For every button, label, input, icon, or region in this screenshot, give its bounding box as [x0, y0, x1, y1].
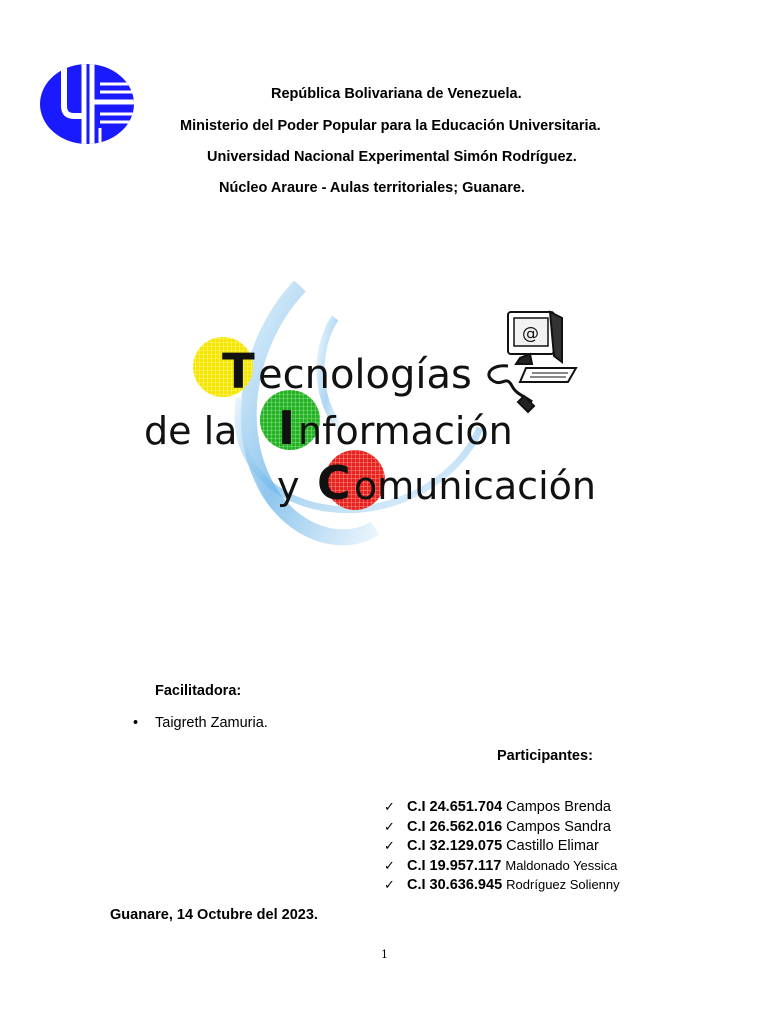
list-item: [384, 797, 620, 817]
facilitator-item: [133, 715, 268, 731]
participant-id: C.I 19.957.117: [407, 857, 502, 874]
checkmark-icon: ✓: [384, 877, 395, 892]
computer-at-icon: [489, 312, 576, 412]
tic-banner-graphic: [140, 278, 632, 560]
checkmark-icon: ✓: [384, 857, 395, 873]
page-number: 1: [381, 948, 388, 961]
header-country: República Bolivariana de Venezuela.: [271, 86, 522, 102]
banner-word-de-la: de la: [144, 409, 238, 453]
banner-initial-c: C: [317, 456, 351, 510]
list-item: [384, 836, 620, 856]
header-nucleus: Núcleo Araure - Aulas territoriales; Guanare.: [219, 180, 525, 196]
participant-name: Castillo Elimar: [506, 838, 599, 854]
header-university: Universidad Nacional Experimental Simón Rodríguez.: [207, 149, 577, 165]
participants-label: Participantes:: [497, 748, 593, 764]
checkmark-icon: ✓: [384, 799, 395, 814]
header-ministry: Ministerio del Poder Popular para la Educación Universitaria.: [180, 118, 601, 134]
list-item: [384, 817, 620, 837]
banner-word-y: y: [277, 464, 300, 508]
university-logo-icon: [38, 62, 136, 146]
banner-word-tecnologias: ecnologías: [258, 352, 472, 398]
banner-word-comunicacion: omunicación: [354, 464, 596, 508]
svg-text:@: @: [522, 324, 539, 344]
participant-name: Maldonado Yessica: [505, 857, 618, 873]
facilitator-label: Facilitadora:: [155, 683, 242, 699]
checkmark-icon: ✓: [384, 838, 395, 853]
participant-name: Campos Brenda: [506, 799, 611, 815]
bullet-icon: •: [133, 715, 139, 731]
banner-initial-t: T: [222, 344, 255, 400]
banner-initial-i: I: [278, 401, 296, 455]
checkmark-icon: ✓: [384, 818, 395, 834]
participant-name: Rodríguez Solienny: [506, 877, 620, 892]
participant-id: C.I 30.636.945: [407, 877, 503, 893]
document-date: Guanare, 14 Octubre del 2023.: [110, 907, 318, 923]
participants-list: [384, 797, 620, 895]
participant-id: C.I 24.651.704: [407, 799, 503, 815]
list-item: [384, 856, 620, 876]
banner-word-informacion: nformación: [298, 409, 513, 453]
participant-id: C.I 32.129.075: [407, 838, 503, 854]
list-item: [384, 875, 620, 895]
facilitator-name: Taigreth Zamuria.: [155, 715, 268, 731]
participant-name: Campos Sandra: [506, 818, 611, 835]
participant-id: C.I 26.562.016: [407, 818, 503, 835]
